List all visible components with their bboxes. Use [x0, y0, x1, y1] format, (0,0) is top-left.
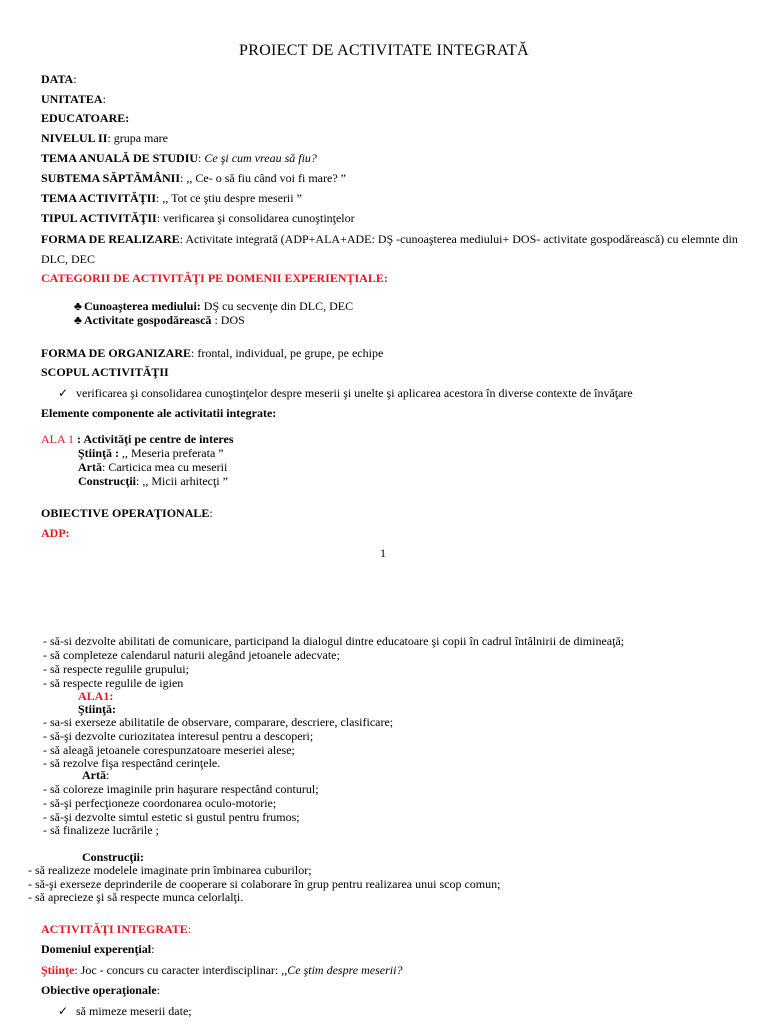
list-item: - să rezolve fişa respectând cerinţele.: [43, 756, 221, 770]
scopul-item: ✓ verificarea şi consolidarea cunoştinţelor despre meserii şi unelte şi aplicarea acestora în diverse contexte de învăţare: [58, 386, 633, 400]
list-item: - să realizeze modelele imaginate prin îmbinarea cuburilor;: [28, 863, 312, 877]
stiinta-line: Ştiinţă : ,, Meseria preferata ”: [78, 446, 224, 460]
categorie-activitate-gospodareasca: ♣ Activitate gospodărească : DOS: [74, 313, 245, 327]
club-bullet-icon: ♣: [74, 299, 82, 313]
adp-heading: ADP:: [41, 526, 70, 540]
forma-realizare-line: FORMA DE REALIZARE: Activitate integrată (ADP+ALA+ADE: DŞ -cunoaşterea mediului+ DOS- activitate gospodărească) cu elemnte din: [41, 232, 738, 246]
stiinte-line: Ştiinţe: Joc - concurs cu caracter interdisciplinar: ,,Ce ştim despre meserii?: [41, 963, 403, 977]
page-number: 1: [380, 546, 386, 560]
list-item: - să-şi exerseze deprinderile de cooperare si colaborare în grup pentru realizarea unui scop comun;: [28, 877, 501, 891]
arta-heading: Artă:: [82, 768, 110, 782]
constructii-heading: Construcţii:: [82, 850, 144, 864]
obiective-heading: OBIECTIVE OPERAŢIONALE:: [41, 506, 213, 520]
unitatea-line: UNITATEA:: [41, 92, 106, 106]
club-bullet-icon: ♣: [74, 313, 82, 327]
list-item: - să respecte regulile grupului;: [43, 662, 189, 676]
list-item: - să-şi dezvolte simtul estetic si gustul pentru frumos;: [43, 810, 300, 824]
ala1-line: ALA 1 : Activităţi pe centre de interes: [41, 432, 234, 446]
list-item: - să coloreze imaginile prin haşurare respectând conturul;: [43, 782, 319, 796]
list-item: - să completeze calendarul naturii alegând jetoanele adecvate;: [43, 648, 340, 662]
list-item: - să respecte regulile de igien: [43, 676, 184, 690]
categorie-cunoasterea-mediului: ♣ Cunoaşterea mediului: DŞ cu secvenţe din DLC, DEC: [74, 299, 354, 313]
list-item: - să finalizeze lucrările ;: [43, 823, 159, 837]
ala1-heading: ALA1:: [78, 689, 114, 703]
subtema-line: SUBTEMA SĂPTĂMÂNII: ,, Ce- o să fiu când voi fi mare? ”: [41, 171, 346, 185]
tipul-activitatii-line: TIPUL ACTIVITĂŢII: verificarea şi consolidarea cunoştinţelor: [41, 211, 355, 225]
document-title: PROIECT DE ACTIVITATE INTEGRATĂ: [239, 42, 529, 59]
categorii-heading: CATEGORII DE ACTIVITĂŢI PE DOMENII EXPERIENŢIALE:: [41, 271, 388, 285]
list-item: - să aleagă jetoanele corespunzatoare meseriei alese;: [43, 743, 295, 757]
list-item: - să-şi perfecţioneze coordonarea oculo-motorie;: [43, 796, 277, 810]
educatoare-line: EDUCATOARE:: [41, 111, 130, 125]
elemente-heading: Elemente componente ale activitatii integrate:: [41, 406, 277, 420]
list-item: - să-si dezvolte abilitati de comunicare, participand la dialogul dintre educatoare şi copii în cadrul întâlnirii de dimineaţă;: [43, 634, 625, 648]
tema-anuala-line: TEMA ANUALĂ DE STUDIU: Ce şi cum vreau să fiu?: [41, 151, 317, 165]
last-list-item: ✓ să mimeze meserii date;: [58, 1004, 192, 1018]
nivel-line: NIVELUL II: grupa mare: [41, 131, 168, 145]
list-item: - sa-si exerseze abilitatile de observare, comparare, descriere, clasificare;: [43, 715, 394, 729]
checkmark-icon: ✓: [58, 386, 69, 400]
forma-realizare-line2: DLC, DEC: [41, 252, 95, 266]
checkmark-icon: ✓: [58, 1004, 69, 1018]
stiinta-heading: Ştiinţă:: [78, 702, 117, 716]
arta-line: Artă: Carticica mea cu meserii: [78, 460, 228, 474]
scopul-line: SCOPUL ACTIVITĂŢII: [41, 365, 169, 379]
list-item: - să aprecieze şi să respecte munca celorlalţi.: [28, 890, 244, 904]
forma-organizare-line: FORMA DE ORGANIZARE: frontal, individual, pe grupe, pe echipe: [41, 346, 384, 360]
obiective-operationale-line: Obiective operaţionale:: [41, 983, 160, 997]
domeniul-line: Domeniul experenţial:: [41, 942, 155, 956]
constructii-line: Construcţii: ,, Micii arhitecţi ”: [78, 474, 228, 488]
tema-activitatii-line: TEMA ACTIVITĂŢII: ,, Tot ce ştiu despre meserii ”: [41, 191, 302, 205]
data-line: DATA:: [41, 72, 77, 86]
activitati-integrate-heading: ACTIVITĂŢI INTEGRATE:: [41, 922, 192, 936]
list-item: - să-şi dezvolte curiozitatea interesul pentru a descoperi;: [43, 729, 314, 743]
